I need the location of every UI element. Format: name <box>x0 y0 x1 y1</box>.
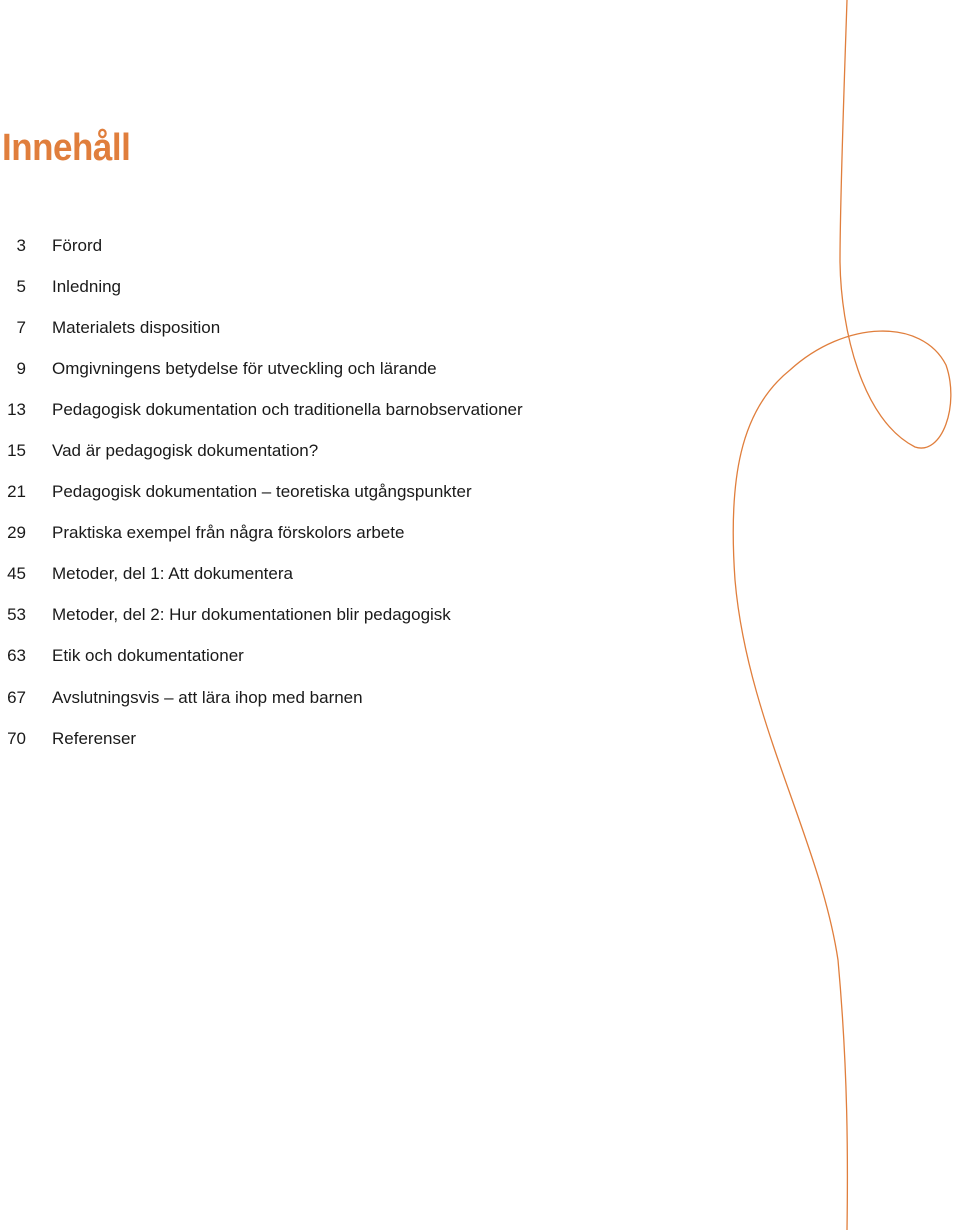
toc-entry-title: Etik och dokumentationer <box>52 646 244 666</box>
toc-entry-title: Förord <box>52 235 103 255</box>
table-of-contents <box>0 225 523 759</box>
toc-entry[interactable] <box>0 389 523 430</box>
toc-entry-title: Pedagogisk dokumentation och traditionella barnobservationer <box>52 399 523 419</box>
toc-entry[interactable] <box>0 348 523 389</box>
toc-page-number: 53 <box>7 605 26 625</box>
toc-entry[interactable] <box>0 595 523 636</box>
toc-entry[interactable] <box>0 513 523 554</box>
page-title: Innehåll <box>2 127 131 169</box>
decorative-curve-line <box>733 0 951 1230</box>
toc-entry[interactable] <box>0 677 523 718</box>
toc-page-number: 7 <box>16 317 26 337</box>
toc-entry[interactable] <box>0 718 523 759</box>
toc-entry-title: Materialets disposition <box>52 317 221 337</box>
toc-entry-title: Metoder, del 1: Att dokumentera <box>52 564 293 584</box>
toc-page-number: 63 <box>7 646 26 666</box>
toc-page-number: 21 <box>7 482 26 502</box>
toc-page-number: 15 <box>7 441 26 461</box>
toc-page-number: 5 <box>16 276 26 296</box>
toc-page-number: 70 <box>7 728 26 748</box>
toc-entry-title: Inledning <box>52 276 122 296</box>
toc-entry[interactable] <box>0 554 523 595</box>
toc-page-number: 29 <box>7 523 26 543</box>
toc-page-number: 67 <box>7 687 26 707</box>
toc-entry-title: Pedagogisk dokumentation – teoretiska utgångspunkter <box>52 482 472 502</box>
toc-entry[interactable] <box>0 266 523 307</box>
toc-entry[interactable] <box>0 225 523 266</box>
toc-page-number: 3 <box>16 235 26 255</box>
toc-entry-title: Avslutningsvis – att lära ihop med barnen <box>52 687 363 707</box>
toc-entry[interactable] <box>0 636 523 677</box>
toc-entry-title: Praktiska exempel från några förskolors arbete <box>52 523 405 543</box>
toc-entry-title: Omgivningens betydelse för utveckling och lärande <box>52 358 437 378</box>
toc-entry[interactable] <box>0 430 523 471</box>
toc-page-number: 13 <box>7 399 26 419</box>
toc-page-number: 45 <box>7 564 26 584</box>
toc-entry[interactable] <box>0 307 523 348</box>
toc-entry-title: Vad är pedagogisk dokumentation? <box>52 441 319 461</box>
toc-entry-title: Referenser <box>52 728 137 748</box>
toc-entry[interactable] <box>0 472 523 513</box>
toc-entry-title: Metoder, del 2: Hur dokumentationen blir pedagogisk <box>52 605 451 625</box>
toc-page-number: 9 <box>16 358 26 378</box>
